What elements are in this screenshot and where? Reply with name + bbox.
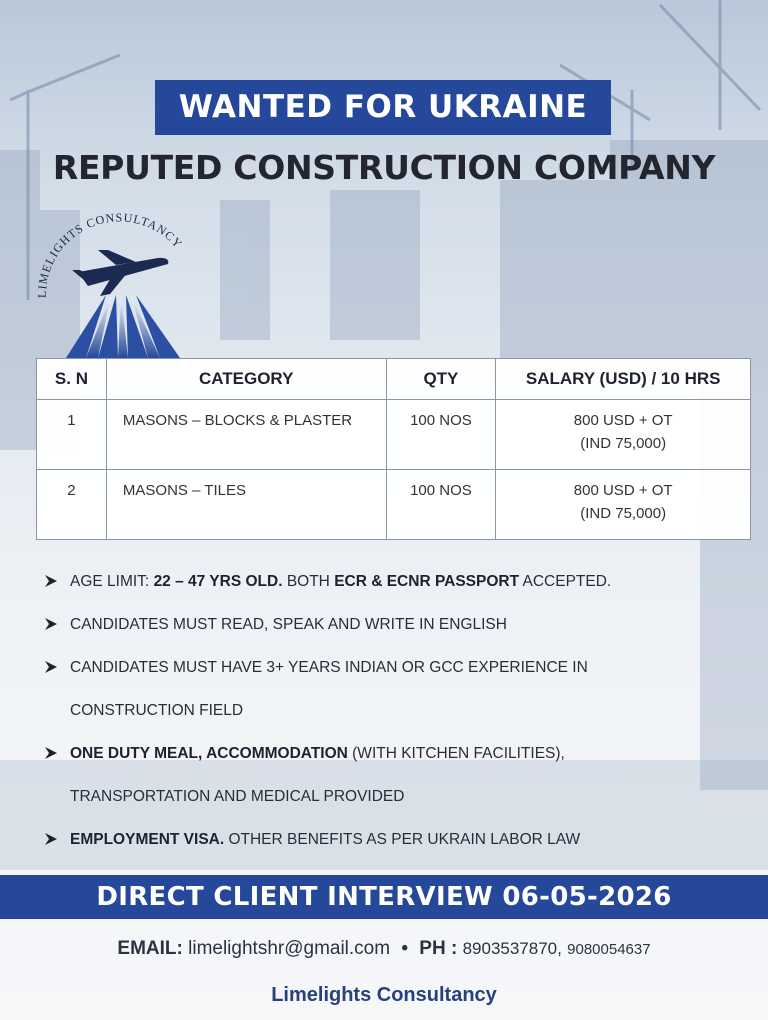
cell-category: MASONS – BLOCKS & PLASTER xyxy=(106,400,386,470)
airplane-icon xyxy=(72,250,168,296)
cell-category: MASONS – TILES xyxy=(106,470,386,540)
list-item-experience: CANDIDATES MUST HAVE 3+ YEARS INDIAN OR GCC EXPERIENCE IN CONSTRUCTION FIELD xyxy=(44,646,754,732)
bullet-arrow-icon xyxy=(44,746,58,760)
list-item-english: CANDIDATES MUST READ, SPEAK AND WRITE IN ENGLISH xyxy=(44,603,754,646)
page-title: REPUTED CONSTRUCTION COMPANY xyxy=(52,148,716,187)
header-banner: WANTED FOR UKRAINE xyxy=(155,80,611,135)
logo-text: LIMELIGHTS CONSULTANCY xyxy=(34,210,186,299)
salary-inr: (IND 75,000) xyxy=(580,435,667,452)
bullet-arrow-icon xyxy=(44,660,58,674)
header-sn: S. N xyxy=(37,359,107,400)
table-header-row xyxy=(37,359,751,400)
salary-inr: (IND 75,000) xyxy=(580,505,667,522)
table-row xyxy=(37,470,751,540)
email-link[interactable]: limelightshr@gmail.com xyxy=(188,938,391,959)
phone-label: PH : xyxy=(419,938,458,959)
phone-number-2[interactable]: 9080054637 xyxy=(567,941,651,958)
cell-salary xyxy=(496,470,751,540)
list-item-age-limit: AGE LIMIT: 22 – 47 YRS OLD. BOTH ECR & ECNR PASSPORT ACCEPTED. xyxy=(44,560,754,603)
bullet-arrow-icon xyxy=(44,574,58,588)
bullet-arrow-icon xyxy=(44,617,58,631)
company-logo xyxy=(28,210,208,360)
list-item-visa: EMPLOYMENT VISA. OTHER BENEFITS AS PER UKRAIN LABOR LAW xyxy=(44,818,754,861)
cell-qty: 100 NOS xyxy=(386,470,496,540)
requirements-list xyxy=(44,560,754,861)
cell-salary xyxy=(496,400,751,470)
header-category: CATEGORY xyxy=(106,359,386,400)
job-table xyxy=(36,358,751,540)
salary-usd: 800 USD + OT xyxy=(573,412,673,429)
cell-sn: 2 xyxy=(37,470,107,540)
header-salary: SALARY (USD) / 10 HRS xyxy=(496,359,751,400)
cell-qty: 100 NOS xyxy=(386,400,496,470)
salary-usd: 800 USD + OT xyxy=(573,482,673,499)
cell-sn: 1 xyxy=(37,400,107,470)
bullet-arrow-icon xyxy=(44,832,58,846)
list-item-benefits: ONE DUTY MEAL, ACCOMMODATION (WITH KITCHEN FACILITIES), TRANSPORTATION AND MEDICAL PROVIDED xyxy=(44,732,754,818)
phone-number-1[interactable]: 8903537870, xyxy=(462,939,562,958)
contact-line xyxy=(0,938,768,960)
contact-separator: • xyxy=(401,938,409,959)
email-label: EMAIL: xyxy=(117,938,183,959)
table-row xyxy=(37,400,751,470)
interview-banner: DIRECT CLIENT INTERVIEW 06-05-2026 xyxy=(0,875,768,919)
header-qty: QTY xyxy=(386,359,496,400)
footer-company-name: Limelights Consultancy xyxy=(271,984,497,1006)
